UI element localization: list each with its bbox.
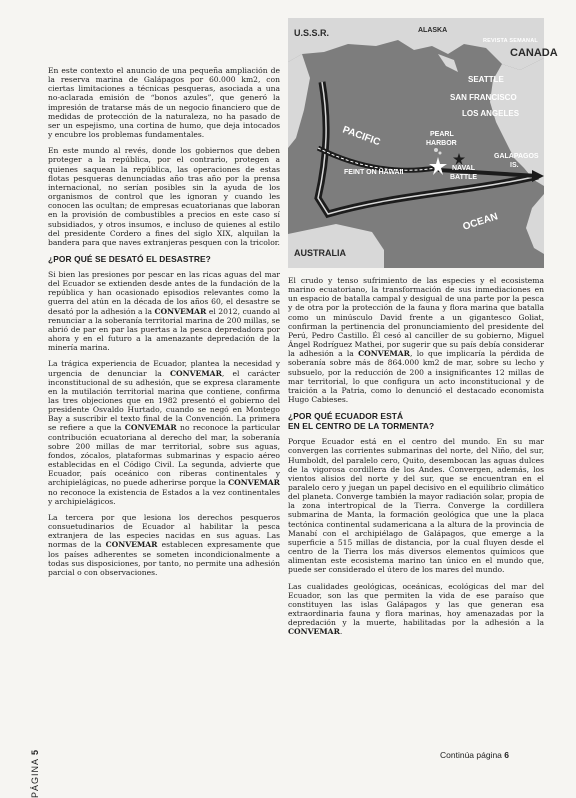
map-label-australia: AUSTRALIA — [294, 248, 346, 258]
section-heading-line: EN EL CENTRO DE LA TORMENTA? — [288, 421, 435, 432]
map-label-pacific: PACIFIC — [340, 124, 382, 149]
map-label-pearl-harbor-1: PEARL — [430, 131, 454, 138]
right-column — [288, 276, 544, 643]
paragraph: Si bien las presiones por pescar en las ricas aguas del mar del Ecuador se extienden desde antes de la fundación de la república y han ocasionado episodios relevantes como la guerra del atún en la década de los años 60, el desastre se desató por la adhesión a la CONVEMAR el 2012, cuando al renunciar a la soberanía territorial marina de 200 millas, se abrió de par en par las puertas a la pesca depredadora por ahora y en el futuro a la amenazante depredación de la minería marina. — [48, 269, 280, 353]
paragraph: En este contexto el anuncio de una pequeña ampliación de la reserva marina de Galápagos por 60.000 km2, con ciertas limitaciones a técnicas pesqueras, asociada a una no-aclarada emisión de “bonos azules”, que generó la impresión de tratarse más de un negocio financiero que de medidas de protección de la naturaleza, no ha pasado de ser un espejismo, una cortina de humo, que deja intocados y encubre los problemas fundamentales. — [48, 66, 280, 140]
continue-page-number: 6 — [504, 750, 510, 760]
map-label-naval-battle-2: BATTLE — [450, 174, 478, 181]
paragraph: En este mundo al revés, donde los gobiernos que deben proteger a la república, por el contrario, protegen a quienes saquean la república, las operaciones de estas flotas pesqueras denunciadas año tras año por la prensa internacional, no serían posibles sin la ayuda de los organismos de control que les ignoran y cuando les conocen las ocultan; de empresas ecuatorianas que laboran en la provisión de combustibles a precios en este caso sí subsidiados, y otros insumos, e incluso de quienes al estilo del presidente Cordero a fines del siglo XIX, alquilan la bandera para que naves extranjeras pesquen con la tricolor. — [48, 146, 280, 247]
continue-note — [440, 750, 550, 760]
map-label-ussr: U.S.S.R. — [294, 28, 330, 38]
map-label-ocean: OCEAN — [461, 211, 500, 233]
section-heading-line: ¿POR QUÉ ECUADOR ESTÁ — [288, 411, 404, 422]
paragraph: La trágica experiencia de Ecuador, plantea la necesidad y urgencia de denunciar la CONVEMAR, el carácter inconstitucional de su adhesión, que se expresa claramente en la mutilación territorial marina que contiene, confirma las tres objeciones que en 1982 presentó el gobierno del presidente Osvaldo Hurtado, cuando se negó en Montego Bay a suscribir el texto final de la Convención. La primera se refiere a que la CONVEMAR no reconoce la particular contribución ecuatoriana al derecho del mar, la soberanía sobre 200 millas de mar territorial, sobre sus aguas, fondos, zócalos, plataformas submarinas y espacio aéreo establecidas en el Código Civil. La segunda, advierte que Ecuador, país oceánico con riberas continentales y archipielágicas, no puede adherirse porque la CONVEMAR no reconoce la existencia de Estados a la vez continentales y archipielágicos. — [48, 359, 281, 506]
map-label-alaska: ALASKA — [418, 27, 448, 34]
historical-map-figure — [288, 18, 558, 268]
page-number: 5 — [30, 748, 40, 755]
map-label-naval-battle-1: NAVAL — [452, 165, 476, 172]
map-label-pearl-harbor-2: HARBOR — [426, 140, 457, 147]
paragraph: El crudo y tenso sufrimiento de las especies y el ecosistema marino ecuatoriano, la transformación de sus inmediaciones en un espacio de batalla campal y desigual de una parte por la pesca y de otra por la protección de la fauna y flora marina que batalla como un minúsculo David frente a un gigantesco Goliat, confirman la pertinencia del pronunciamiento del presidente del Perú, Pedro Castillo. Él cesó al canciller de su gobierno, Miguel Ángel Rodríguez Mathei, por sugerir que su país debía considerar la adhesión a la CONVEMAR, lo que implicaría la pérdida de soberanía sobre más de 864.000 km2 de mar, sobre su lecho y subsuelo, por la reducción de 200 a insignificantes 12 millas de mar territorial, lo que configura un acto inconstitucional y de traición a la Patria, como lo denunció el destacado economista Hugo Cabieses. — [288, 276, 544, 405]
map-label-los-angeles: LOS ANGELES — [462, 109, 520, 118]
page-word: PÁGINA — [30, 758, 40, 798]
map-label-feint: FEINT ON HAWAII — [344, 169, 404, 176]
paragraph: Las cualidades geológicas, oceánicas, ecológicas del mar del Ecuador, son las que permiten la vida de ese paraíso que constituyen las islas Galápagos y las que generan esa extraordinaria fauna y flora marinas, hoy amenazadas por la depredación y la muerte, habilitadas por la adhesión a la CONVEMAR. — [288, 581, 544, 637]
section-heading — [288, 411, 544, 431]
paragraph: La tercera por que lesiona los derechos pesqueros consuetudinarios de Ecuador al habilitar la pesca extranjera de las especies nacidas en sus aguas. Las normas de la CONVEMAR establecen expresamente que los países adherentes se someten incondicionalmente a todas sus disposiciones, por tanto, no permite una adhesión parcial o con observaciones. — [48, 512, 280, 577]
magazine-name: REVISTA SEMANAL — [483, 38, 538, 44]
map-label-galapagos-1: GALAPAGOS — [494, 153, 539, 160]
paragraph: Porque Ecuador está en el centro del mundo. En su mar convergen las corrientes submarinas del norte, del Niño, del sur, Humboldt, del paralelo cero, Quito, desembocan las aguas dulces de la vigorosa cordillera de los Andes. Convergen, además, los vientos alisios del norte y del sur, que se encuentran en el paralelo cero y juegan un papel decisivo en el equilibrio climático del planeta. Converge también la mayor radiación solar, propia de la zona intertropical de la Tierra. Converge la cordillera submarina de Manta, la formación geológica que une la placa tectónica continental sudamericana a la altura de la provincia de Manabí con el archipiélago de Galápagos, que emerge a la superficie a 515 millas de distancia, por la cual fluyen desde el centro de la Tierra los más diversos elementos químicos que alimentan este ecosistema marino tan único en el mundo que, puede ser considerado el útero de los mares del mundo. — [288, 437, 544, 575]
page-number-label — [30, 749, 40, 798]
left-column — [48, 66, 280, 584]
map-label-san-francisco: SAN FRANCISCO — [450, 93, 517, 102]
section-heading: ¿POR QUÉ SE DESATÓ EL DESASTRE? — [48, 253, 211, 264]
continue-text: Continúa página — [440, 750, 502, 760]
map-label-canada: CANADA — [510, 47, 558, 59]
map-label-galapagos-2: IS. — [510, 162, 519, 169]
map-label-seattle: SEATTLE — [468, 75, 504, 84]
